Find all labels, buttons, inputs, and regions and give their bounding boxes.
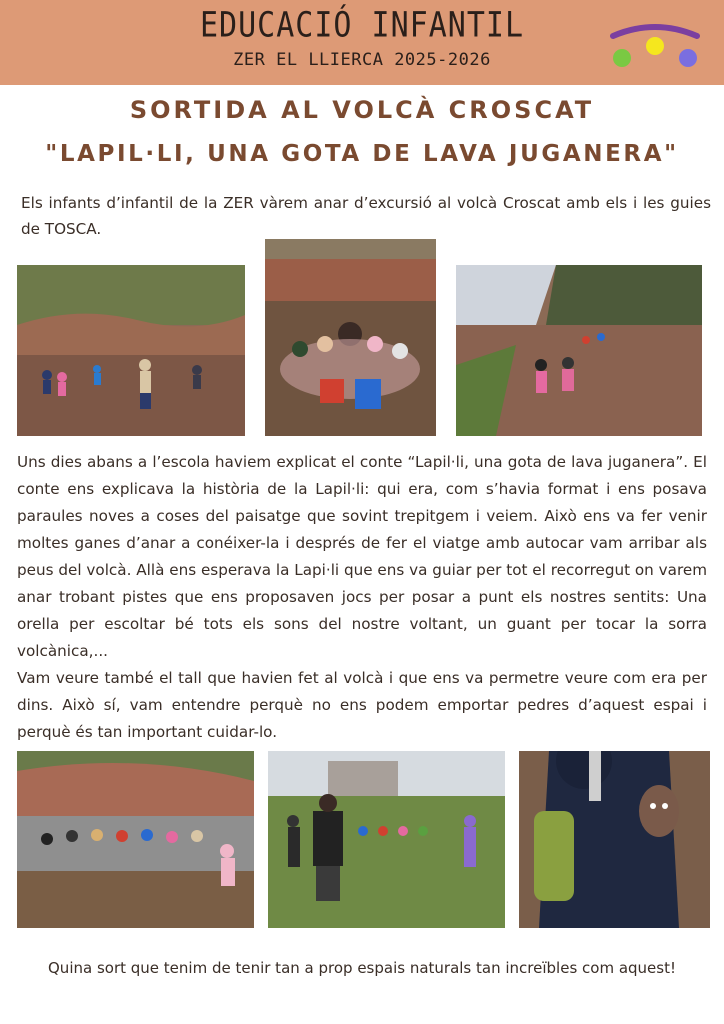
header-subtitle: ZER EL LLIERCA 2025-2026	[233, 50, 491, 70]
photo-group-with-guides	[268, 751, 505, 928]
photo-children-walking-crater	[17, 265, 245, 436]
school-logo-icon	[605, 22, 705, 72]
body-text	[17, 449, 707, 746]
page-title: SORTIDA AL VOLCÀ CROSCAT	[129, 96, 595, 124]
closing-text: Quina sort que tenim de tenir tan a prop espais naturals tan increïbles com aquest!	[48, 959, 676, 977]
body-paragraph-1: Uns dies abans a l’escola haviem explicat el conte “Lapil·li, una gota de lava juganera”. El conte ens explicava la història de la Lapil·li: qui era, com s’havia format i ens posava paraules noves a coses del paisatge que sovint trepitgem i veiem. Això ens va fer venir moltes ganes d’anar a conéixer-la i després de fer el viatge amb autocar vam arribar als peus del volcà. Allà ens esperava la Lapi·li que ens va guiar per tot el recorregut on varem anar trobant pistes que ens proposaven jocs per posar a punt els nostres sentits: Una orella per escoltar bé tots els sons del nostre voltant, un guant per tocar la sorra volcànica,...	[17, 453, 707, 660]
photo-children-sitting-circle	[265, 239, 436, 436]
header-band	[0, 0, 724, 85]
photo-children-hiking-path	[456, 265, 702, 436]
page-subtitle: "LAPIL·LI, UNA GOTA DE LAVA JUGANERA"	[45, 141, 679, 167]
photo-children-at-lookout	[17, 751, 254, 928]
intro-paragraph: Els infants d’infantil de la ZER vàrem anar d’excursió al volcà Croscat amb els i les guies de TOSCA.	[21, 194, 711, 238]
header-title: EDUCACIÓ INFANTIL	[199, 5, 525, 46]
body-paragraph-2: Vam veure també el tall que havien fet al volcà i que ens va permetre veure com era per dins. Això sí, vam entendre perquè no ens podem emportar pedres d’aquest espai i perquè és tan important cuidar-lo.	[17, 669, 707, 741]
photo-child-with-puppet	[519, 751, 710, 928]
